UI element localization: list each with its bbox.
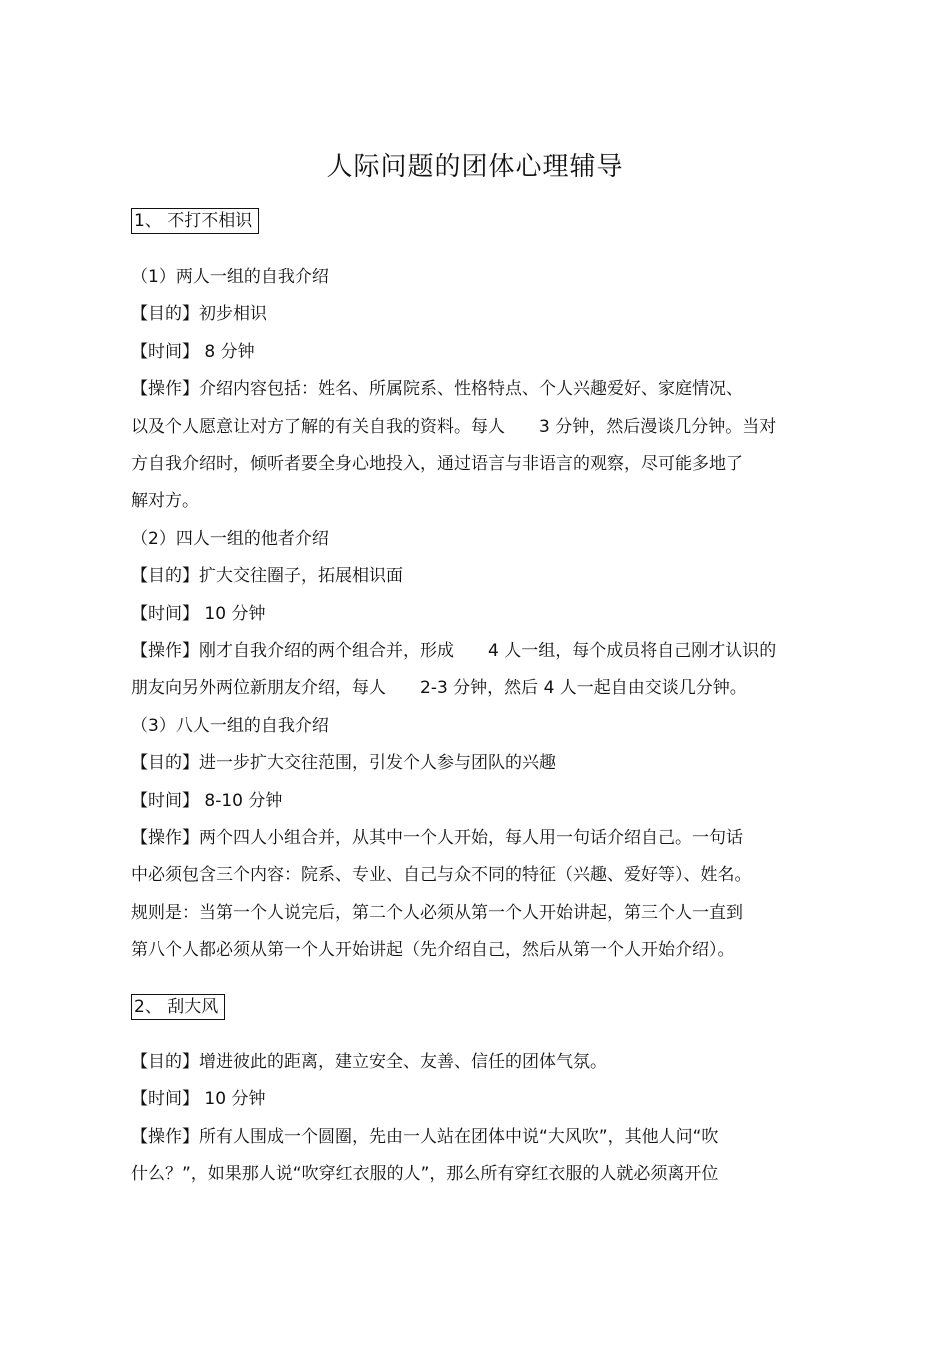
text-line: 规则是：当第一个人说完后，第二个人必须从第一个人开始讲起，第三个人一直到 (131, 902, 743, 923)
text-line: 方自我介绍时，倾听者要全身心地投入，通过语言与非语言的观察，尽可能多地了 (131, 454, 743, 474)
text-line: 朋友向另外两位新朋友介绍，每人 2-3 分钟，然后 4 人一起自由交谈几分钟。 (131, 678, 747, 699)
text-line: 【操作】所有人围成一个圆圈，先由一人站在团体中说“大风吹”，其他人问“吹 (131, 1126, 719, 1147)
text-line: 【目的】初步相识 (131, 304, 267, 325)
text-line: 【时间】 8-10 分钟 (131, 790, 283, 811)
text-line: 【时间】 8 分钟 (131, 341, 255, 362)
text-line: （3）八人一组的自我介绍 (131, 715, 329, 736)
text-line: 什么？”，如果那人说“吹穿红衣服的人”，那么所有穿红衣服的人就必须离开位 (131, 1163, 719, 1184)
text-line: 【时间】 10 分钟 (131, 1089, 266, 1110)
section-heading-1: 1、 不打不相识 (131, 208, 259, 234)
text-line: 解对方。 (131, 491, 199, 512)
text-line: 第八个人都必须从第一个人开始讲起（先介绍自己，然后从第一个人开始介绍）。 (131, 940, 735, 961)
text-line: 以及个人愿意让对方了解的有关自我的资料。每人 3 分钟，然后漫谈几分钟。当对 (131, 416, 777, 437)
page-title: 人际问题的团体心理辅导 (326, 152, 624, 183)
text-line: 【操作】刚才自我介绍的两个组合并，形成 4 人一组，每个成员将自己刚才认识的 (131, 641, 777, 661)
text-line: 【目的】扩大交往圈子，拓展相识面 (131, 566, 403, 587)
text-line: 【操作】两个四人小组合并，从其中一个人开始，每人用一句话介绍自己。一句话 (131, 828, 743, 848)
text-line: 中必须包含三个内容：院系、专业、自己与众不同的特征（兴趣、爱好等）、姓名。 (131, 865, 752, 886)
text-line: 【时间】 10 分钟 (131, 603, 266, 624)
text-line: 【操作】介绍内容包括：姓名、所属院系、性格特点、个人兴趣爱好、家庭情况、 (131, 379, 743, 400)
text-line: 【目的】增进彼此的距离，建立安全、友善、信任的团体气氛。 (131, 1052, 607, 1072)
section-heading-2: 2、 刮大风 (131, 994, 225, 1020)
text-line: 【目的】进一步扩大交往范围，引发个人参与团队的兴趣 (131, 753, 556, 774)
text-line: （1）两人一组的自我介绍 (131, 267, 329, 287)
text-line: （2）四人一组的他者介绍 (131, 528, 329, 549)
